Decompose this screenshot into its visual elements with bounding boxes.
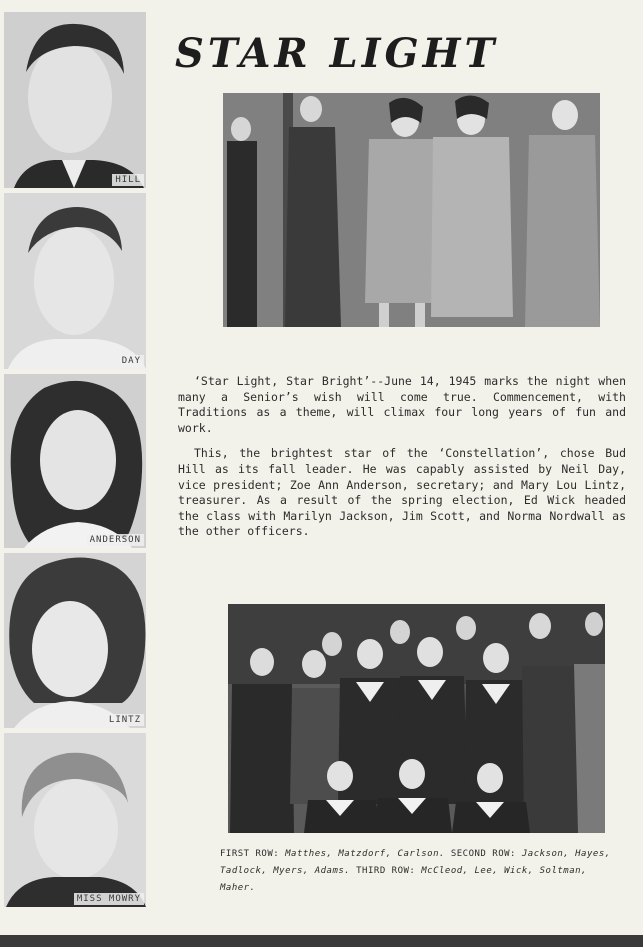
portrait-lintz [4, 553, 146, 728]
caption-second-row-label: SECOND ROW: [450, 849, 516, 859]
portrait-name-tag: LINTZ [106, 714, 144, 726]
body-text [178, 374, 626, 550]
class-group-photo-image [228, 604, 605, 833]
officers-photo-image [223, 93, 600, 327]
portrait-name-tag: DAY [119, 355, 144, 367]
caption-second-row-names: Jackson, Hayes, Tadlock, Myers, Adams. [220, 849, 611, 876]
portrait-day [4, 193, 146, 369]
portrait-mowry-photo [4, 733, 146, 907]
portrait-name-tag: HILL [112, 174, 144, 186]
body-paragraph-2: This, the brightest star of the ‘Constellation’, chose Bud Hill as its fall leader. He was capably assisted by Neil Day, vice president; Zoe Ann Anderson, secretary; and Mary Lou Lintz, treasurer. As a result of the spring election, Ed Wick headed the class with Marilyn Jackson, Jim Scott, and Norma Nordwall as the other officers. [178, 446, 626, 539]
portrait-mowry [4, 733, 146, 907]
portrait-lintz-photo [4, 553, 146, 728]
portrait-name-tag: MISS MOWRY [74, 893, 144, 905]
caption-third-row-label: THIRD ROW: [356, 866, 416, 876]
photo-caption [220, 846, 620, 897]
body-paragraph-1: ‘Star Light, Star Bright’--June 14, 1945 marks the night when many a Senior’s wish will come true. Commencement, with Traditions as a theme, will climax four long years of fun and work. [178, 374, 626, 435]
portrait-anderson [4, 374, 146, 548]
portrait-anderson-photo [4, 374, 146, 548]
page-bottom-edge [0, 935, 643, 947]
portrait-day-photo [4, 193, 146, 369]
portrait-name-tag: ANDERSON [87, 534, 144, 546]
caption-first-row-names: Matthes, Matzdorf, Carlson. [285, 849, 445, 859]
caption-third-row-names: McCleod, Lee, Wick, Soltman, Maher. [220, 866, 587, 893]
class-group-photo [228, 604, 605, 833]
portrait-hill-photo [4, 12, 146, 188]
page-title: STAR LIGHT [175, 30, 499, 77]
caption-first-row-label: FIRST ROW: [220, 849, 280, 859]
officers-photo [223, 93, 600, 327]
portrait-hill [4, 12, 146, 188]
